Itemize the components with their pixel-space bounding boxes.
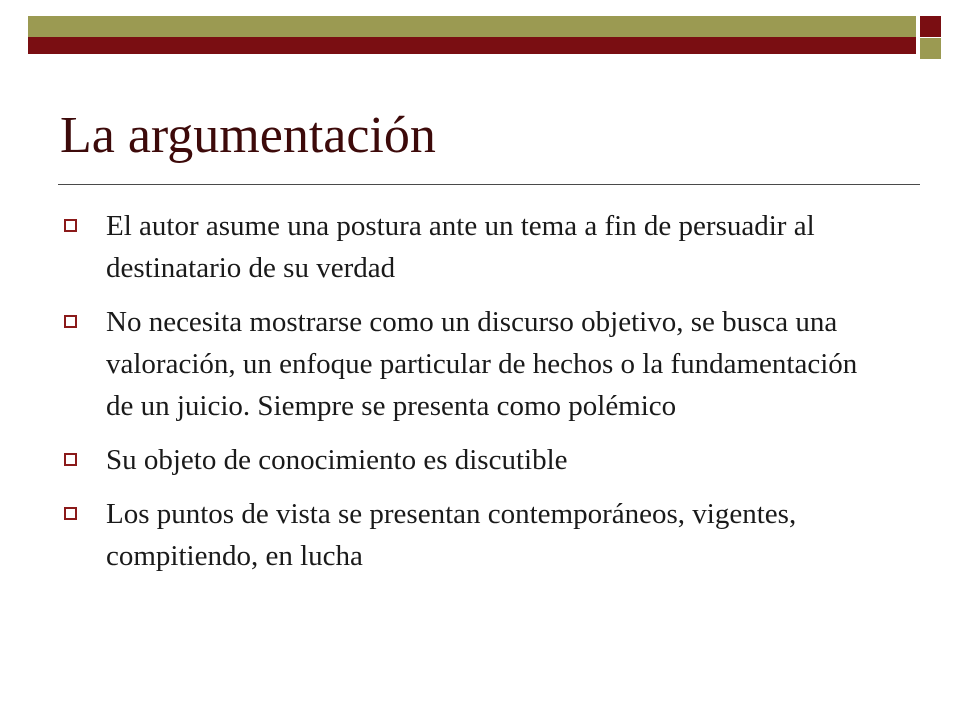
header-square-olive	[920, 38, 941, 59]
header-square-maroon	[920, 16, 941, 37]
bullet-text: No necesita mostrarse como un discurso objetivo, se busca una valoración, un enfoque particular de hechos o la fundamentación de un juicio. Siempre se presenta como polémico	[106, 306, 858, 422]
slide-title: La argumentación	[60, 107, 436, 164]
bullet-text: Los puntos de vista se presentan contemporáneos, vigentes, compitiendo, en lucha	[106, 498, 797, 572]
hollow-square-icon	[64, 507, 77, 520]
bullet-item	[60, 439, 880, 481]
bullet-item	[60, 493, 880, 577]
header-maroon-bar	[28, 37, 916, 54]
hollow-square-icon	[64, 219, 77, 232]
hollow-square-icon	[64, 315, 77, 328]
hollow-square-icon	[64, 453, 77, 466]
bullet-list	[60, 205, 880, 589]
title-divider	[58, 184, 920, 185]
bullet-text: Su objeto de conocimiento es discutible	[106, 444, 568, 476]
bullet-item	[60, 301, 880, 427]
header-olive-bar	[28, 16, 916, 37]
bullet-item	[60, 205, 880, 289]
bullet-text: El autor asume una postura ante un tema a fin de persuadir al destinatario de su verdad	[106, 210, 815, 284]
